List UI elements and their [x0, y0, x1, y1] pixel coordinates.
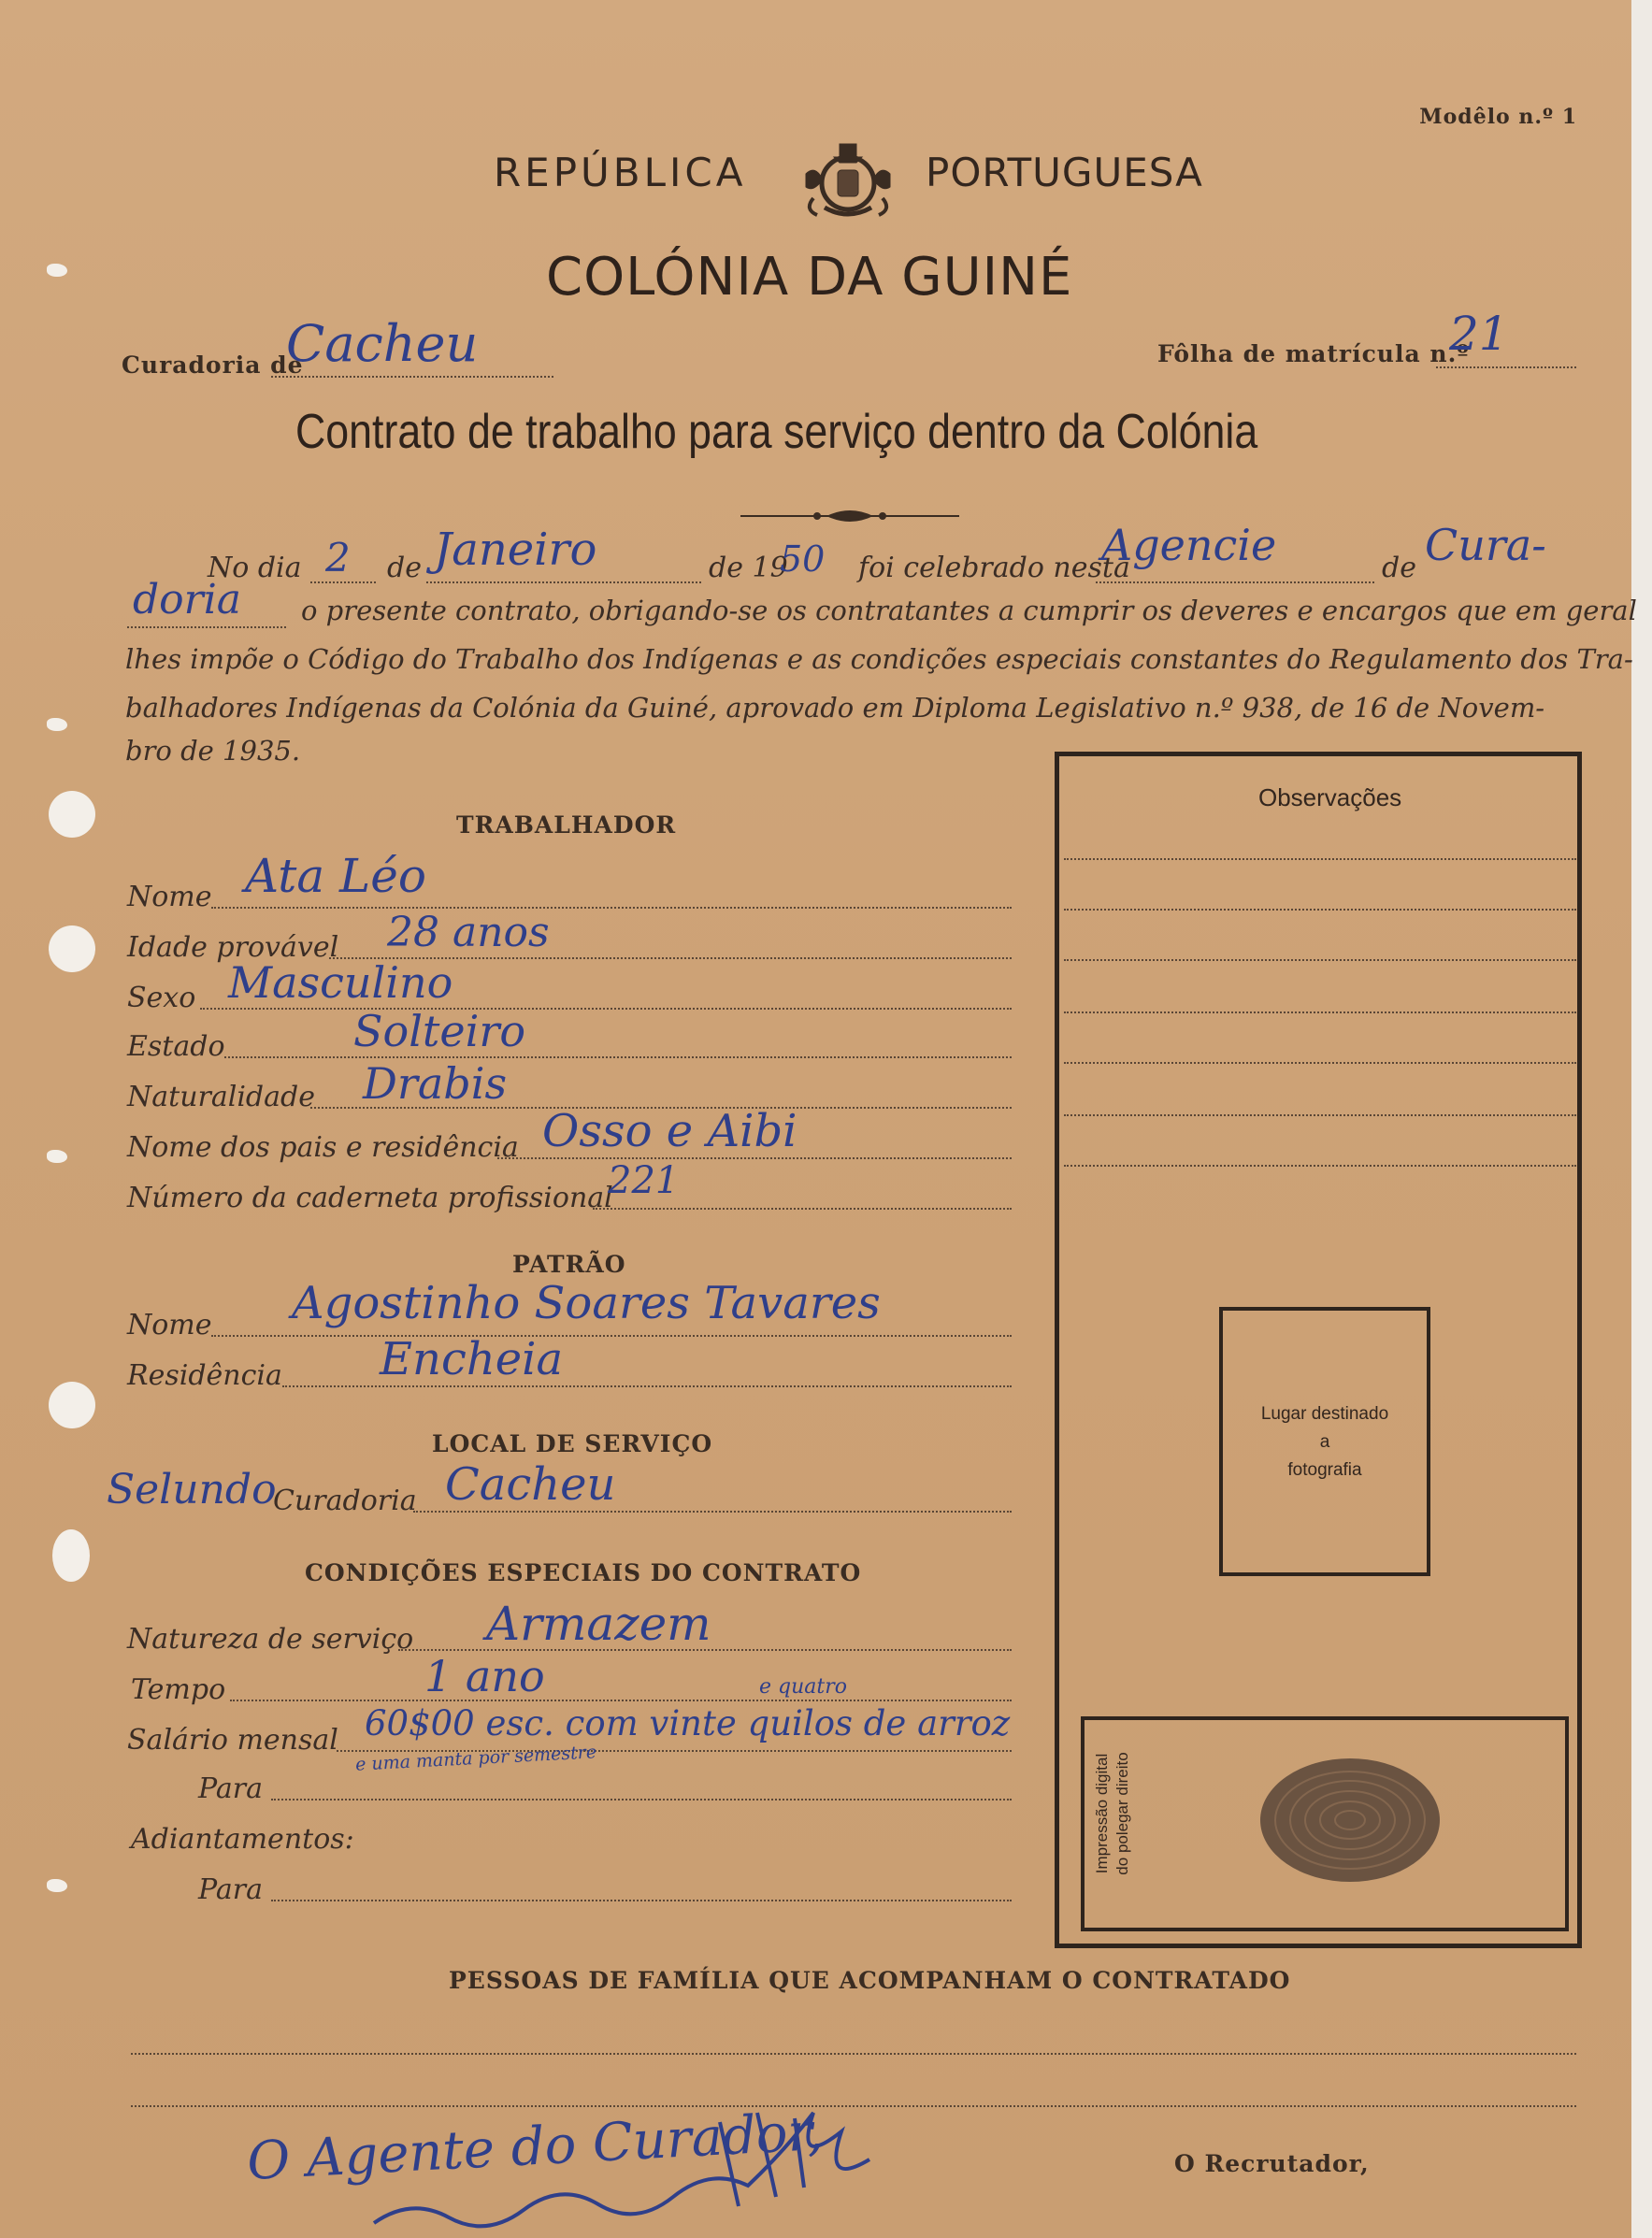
- adiantamentos-label: Adiantamentos:: [131, 1823, 354, 1856]
- thumb-label: [1092, 1720, 1133, 1907]
- republic-left: REPÚBLICA: [494, 150, 747, 195]
- fill-line: [271, 376, 553, 378]
- photo-placeholder-label: [1219, 1400, 1430, 1485]
- observation-line: [1064, 1062, 1576, 1064]
- paper-tear: [47, 718, 67, 731]
- salario-label: Salário mensal: [127, 1724, 338, 1757]
- fill-line: [127, 626, 286, 628]
- estado-label: Estado: [127, 1030, 225, 1063]
- photo-text-2: a: [1319, 1432, 1330, 1452]
- punch-hole: [52, 1529, 90, 1582]
- idade-label: Idade provável: [127, 931, 339, 964]
- thumb-text-2: do polegar direito: [1113, 1752, 1131, 1875]
- natureza-label: Natureza de serviço: [127, 1623, 414, 1656]
- observation-line: [1064, 1114, 1576, 1116]
- trabalhador-heading: TRABALHADOR: [456, 811, 677, 839]
- fill-line: [593, 1208, 1012, 1210]
- fill-line: [271, 1799, 1012, 1800]
- observation-line: [1064, 1165, 1576, 1167]
- estado-value: Solteiro: [353, 1006, 526, 1056]
- intro-line-2: o presente contrato, obrigando-se os contratantes a cumprir os deveres e encargos que em geral: [301, 595, 1637, 626]
- intro-line-5: bro de 1935.: [125, 735, 301, 767]
- fill-line: [282, 1385, 1012, 1387]
- natureza-value: Armazem: [486, 1597, 711, 1651]
- nome-label: Nome: [127, 881, 212, 913]
- para2-label: Para: [198, 1873, 263, 1906]
- caderneta-label: Número da caderneta profissional: [127, 1182, 613, 1214]
- condicoes-heading: CONDIÇÕES ESPECIAIS DO CONTRATO: [305, 1559, 862, 1586]
- agente-signature-label: O Agente do Curador,: [245, 2101, 826, 2193]
- familia-heading: PESSOAS DE FAMÍLIA QUE ACOMPANHAM O CONTRATADO: [449, 1967, 1291, 1994]
- family-line: [131, 2053, 1576, 2055]
- tempo-value: 1 ano: [424, 1651, 545, 1701]
- patrao-nome-label: Nome: [127, 1309, 212, 1341]
- fill-line: [1096, 581, 1374, 583]
- intro-line-4: balhadores Indígenas da Colónia da Guiné, aprovado em Diploma Legislativo n.º 938, de 16 de Novem-: [125, 692, 1545, 724]
- fill-line: [224, 1056, 1012, 1058]
- residencia-label: Residência: [127, 1359, 282, 1392]
- fill-line: [426, 581, 701, 583]
- local-curadoria-label: Curadoria: [273, 1485, 417, 1517]
- colony-title: COLÓNIA DA GUINÉ: [546, 247, 1073, 308]
- paper-tear: [47, 1879, 67, 1892]
- scan-edge: [1631, 0, 1652, 2238]
- punch-hole: [49, 1382, 95, 1428]
- local-prefix-value: Selundo: [107, 1466, 277, 1514]
- ornament-divider-icon: [740, 505, 959, 527]
- republic-right: PORTUGUESA: [926, 150, 1203, 195]
- signature-scribble-icon: [355, 2094, 879, 2234]
- folha-label: Fôlha de matrícula n.º: [1157, 340, 1470, 367]
- para-label: Para: [198, 1772, 263, 1805]
- intro-month: Janeiro: [434, 524, 597, 576]
- intro-curadoria-2: doria: [133, 576, 241, 624]
- photo-text-1: Lugar destinado: [1260, 1404, 1389, 1424]
- salario-value: 60$00 esc. com vinte quilos de arroz: [365, 1703, 1011, 1743]
- pais-label: Nome dos pais e residência: [127, 1131, 519, 1164]
- observation-line: [1064, 909, 1576, 911]
- pais-value: Osso e Aibi: [542, 1105, 797, 1157]
- observation-line: [1064, 858, 1576, 860]
- intro-text: foi celebrado nesta: [858, 552, 1130, 584]
- idade-value: 28 anos: [387, 909, 550, 956]
- observation-line: [1064, 959, 1576, 961]
- document-title: Contrato de trabalho para serviço dentro da Colónia: [295, 405, 1258, 459]
- sexo-label: Sexo: [127, 982, 196, 1014]
- recrutador-label: O Recrutador,: [1174, 2150, 1370, 2177]
- photo-text-3: fotografia: [1287, 1460, 1362, 1480]
- fill-line: [497, 1157, 1012, 1159]
- salario-note: e uma manta por semestre: [354, 1742, 597, 1775]
- folha-value: 21: [1449, 307, 1509, 361]
- intro-day: 2: [325, 535, 351, 581]
- observation-line: [1064, 1011, 1576, 1013]
- fill-line: [413, 1511, 1012, 1513]
- naturalidade-value: Drabis: [363, 1058, 508, 1109]
- sexo-value: Masculino: [228, 957, 453, 1008]
- intro-text: de: [387, 552, 422, 584]
- naturalidade-label: Naturalidade: [127, 1081, 315, 1113]
- intro-line-3: lhes impõe o Código do Trabalho dos Indígenas e as condições especiais constantes do Regulamento dos Tra-: [125, 643, 1633, 675]
- intro-text: de 19: [709, 552, 788, 584]
- patrao-heading: PATRÃO: [512, 1251, 626, 1278]
- intro-curadoria-1: Cura-: [1425, 520, 1546, 570]
- paper-tear: [47, 1150, 67, 1163]
- thumb-text-1: Impressão digital: [1093, 1753, 1111, 1874]
- fill-line: [211, 1335, 1012, 1337]
- curadoria-label: Curadoria de: [122, 351, 304, 379]
- fill-line: [211, 907, 1012, 909]
- residencia-value: Encheia: [380, 1333, 564, 1385]
- intro-place: Agencie: [1101, 520, 1277, 570]
- model-number: Modêlo n.º 1: [1419, 105, 1577, 129]
- fill-line: [310, 581, 376, 583]
- observations-title: Observações: [1258, 783, 1402, 811]
- salario-insert: e quatro: [759, 1675, 847, 1699]
- patrao-nome-value: Agostinho Soares Tavares: [292, 1277, 881, 1329]
- fill-line: [230, 1700, 1012, 1701]
- fill-line: [271, 1900, 1012, 1901]
- thumbprint-icon: [1257, 1750, 1444, 1890]
- intro-text: No dia: [208, 552, 302, 584]
- fill-line: [1436, 366, 1576, 368]
- intro-text: de: [1382, 552, 1416, 584]
- local-curadoria-value: Cacheu: [445, 1458, 616, 1511]
- paper-tear: [47, 264, 67, 277]
- caderneta-value: 221: [608, 1159, 680, 1202]
- intro-year: 50: [780, 538, 826, 580]
- curadoria-value: Cacheu: [286, 314, 479, 373]
- fill-line: [200, 1008, 1012, 1010]
- tempo-label: Tempo: [131, 1673, 226, 1706]
- nome-value: Ata Léo: [245, 849, 426, 903]
- coat-of-arms-icon: [797, 136, 899, 226]
- local-heading: LOCAL DE SERVIÇO: [432, 1430, 713, 1457]
- punch-hole: [49, 925, 95, 972]
- punch-hole: [49, 791, 95, 838]
